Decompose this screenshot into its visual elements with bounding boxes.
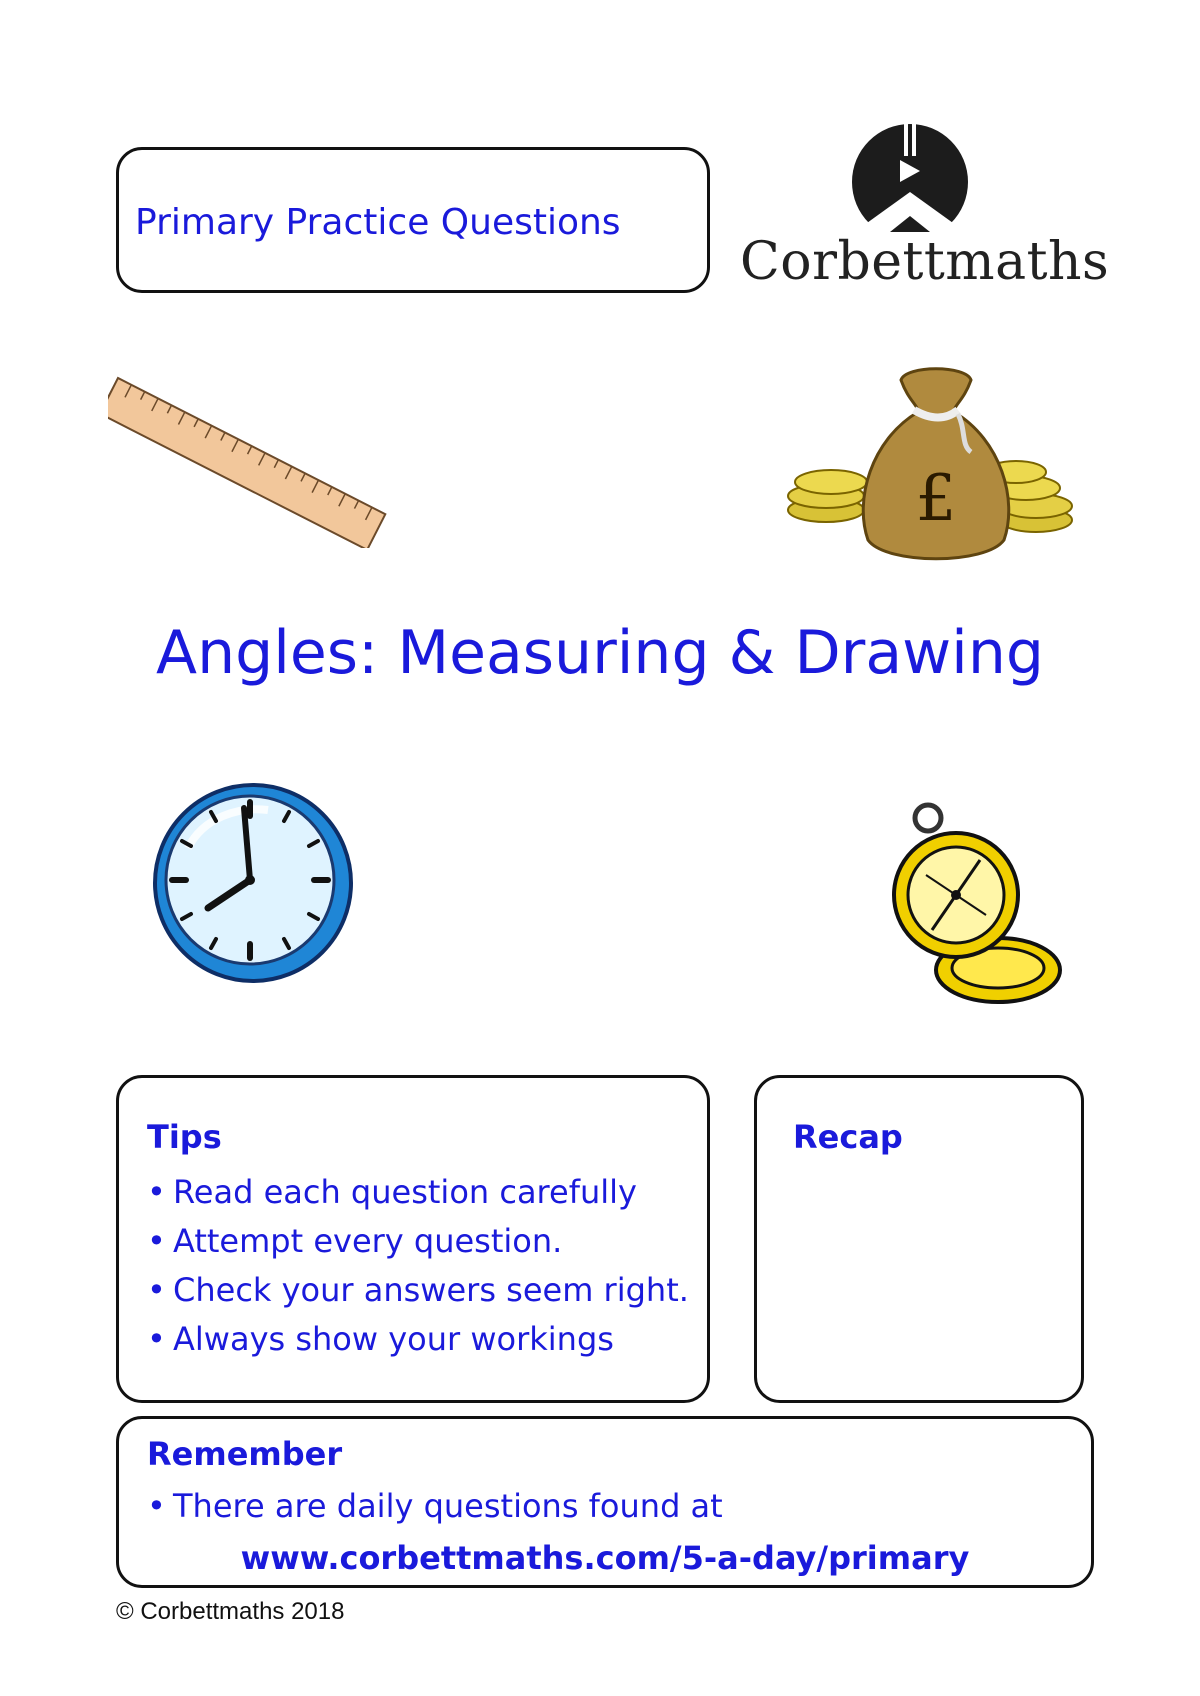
page-title: Angles: Measuring & Drawing <box>156 618 1044 688</box>
header-title: Primary Practice Questions <box>135 202 621 243</box>
list-item <box>147 1315 689 1364</box>
remember-box <box>116 1416 1094 1588</box>
tip-text: Check your answers seem right. <box>173 1271 689 1309</box>
bullet: • <box>147 1271 166 1309</box>
tips-heading: Tips <box>147 1118 222 1156</box>
clock-icon <box>148 778 358 988</box>
recap-heading: Recap <box>793 1118 903 1156</box>
bullet: • <box>147 1320 166 1358</box>
ruler-icon <box>108 348 408 548</box>
tips-box <box>116 1075 710 1403</box>
tips-list <box>147 1168 689 1364</box>
list-item <box>147 1266 689 1315</box>
tip-text: Always show your workings <box>173 1320 614 1358</box>
recap-box <box>754 1075 1084 1403</box>
bullet: • <box>147 1487 166 1525</box>
remember-heading: Remember <box>147 1435 343 1473</box>
list-item <box>147 1168 689 1217</box>
copyright-text: © Corbettmaths 2018 <box>116 1598 345 1625</box>
pound-symbol: £ <box>915 462 957 536</box>
bullet: • <box>147 1173 166 1211</box>
compass-icon <box>888 800 1068 1010</box>
money-bag-icon <box>786 360 1086 570</box>
tip-text: Read each question carefully <box>173 1173 637 1211</box>
bullet: • <box>147 1222 166 1260</box>
header-box <box>116 147 710 293</box>
remember-line <box>147 1487 723 1525</box>
tip-text: Attempt every question. <box>173 1222 563 1260</box>
list-item <box>147 1217 689 1266</box>
website-link[interactable]: www.corbettmaths.com/5-a-day/primary <box>240 1539 970 1577</box>
remember-text: There are daily questions found at <box>173 1487 723 1525</box>
logo-wordmark: Corbettmaths <box>740 232 1110 292</box>
